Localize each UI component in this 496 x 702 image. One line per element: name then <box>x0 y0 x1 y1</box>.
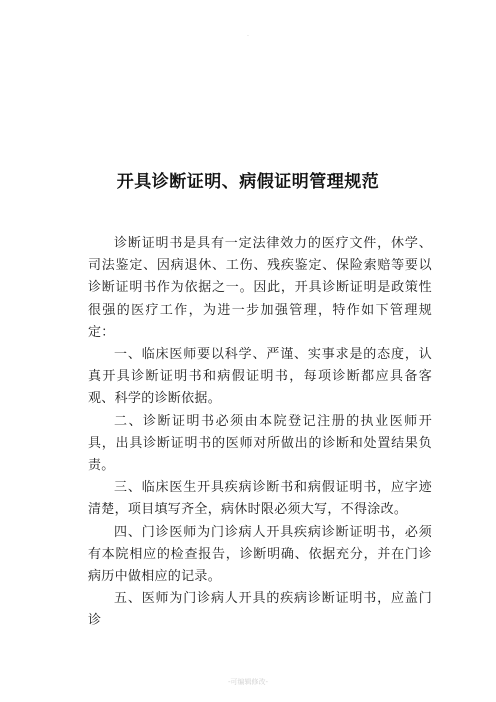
document-body <box>88 233 432 633</box>
paragraph-rule-5: 五、医师为门诊病人开具的疾病诊断证明书，应盖门诊 <box>88 591 432 629</box>
document-title: 开具诊断证明、病假证明管理规范 <box>116 172 380 192</box>
footer-mark: -可编辑修改- <box>227 678 269 686</box>
paragraph-intro: 诊断证明书是具有一定法律效力的医疗文件，休学、司法鉴定、因病退休、工伤、残疾鉴定、保险索赔等要以诊断证明书作为依据之一。因此，开具诊断证明是政策性很强的医疗工作，为进一步加强管理，特作如下管理规定： <box>88 236 432 340</box>
paragraph-rule-3: 三、临床医生开具疾病诊断书和病假证明书，应字迹清楚，项目填写齐全，病休时限必须大写，不得涂改。 <box>88 480 432 518</box>
paragraph-rule-4: 四、门诊医师为门诊病人开具疾病诊断证明书，必须有本院相应的检查报告，诊断明确、依据充分，并在门诊病历中做相应的记录。 <box>88 524 432 585</box>
paragraph-rule-1: 一、临床医师要以科学、严谨、实事求是的态度，认真开具诊断证明书和病假证明书，每项诊断都应具备客观、科学的诊断依据。 <box>88 347 432 407</box>
header-mark: . <box>246 30 250 38</box>
paragraph-rule-2: 二、诊断证明书必须由本院登记注册的执业医师开具，出具诊断证明书的医师对所做出的诊断和处置结果负责。 <box>88 413 432 474</box>
